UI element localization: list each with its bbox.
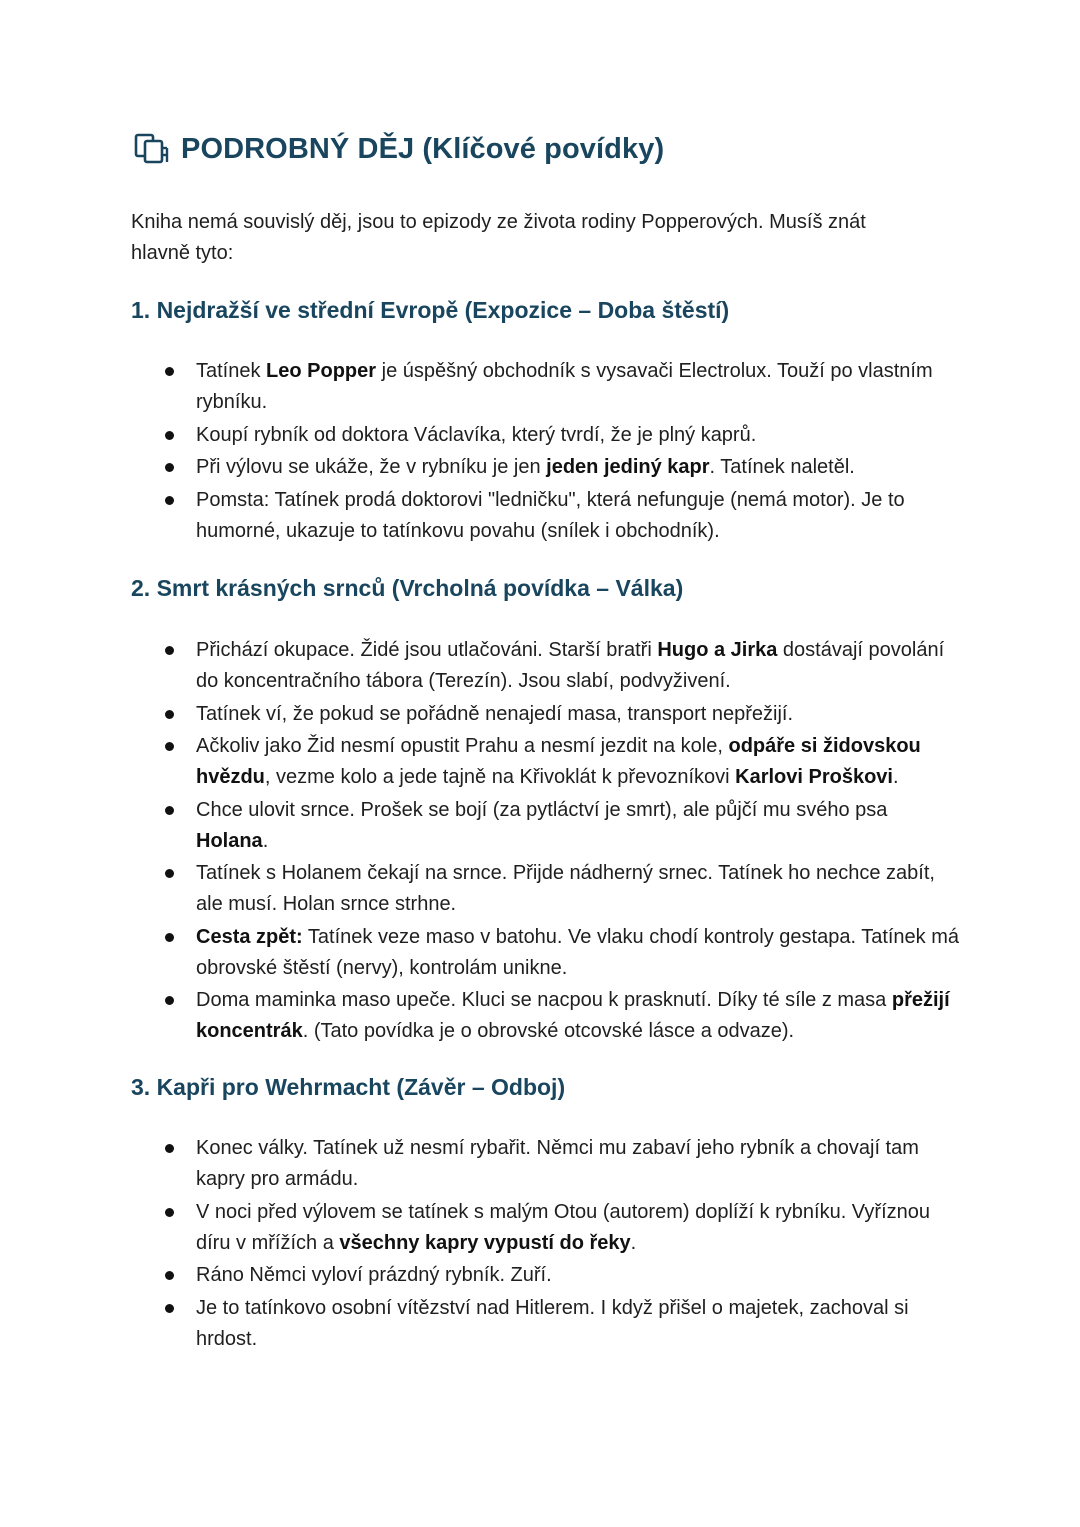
list-item: Ačkoliv jako Žid nesmí opustit Prahu a nesmí jezdit na kole, odpáře si židovskou hvězdu, vezme kolo a jede tajně na Křivoklát k převozníkovi Karlovi Proškovi. bbox=[0, 731, 960, 793]
bullet-dot-icon bbox=[165, 933, 174, 942]
bold-text: jeden jediný kapr bbox=[546, 456, 710, 478]
bold-text: odpáře si židovskou hvězdu bbox=[196, 735, 921, 788]
section-1-list bbox=[0, 356, 960, 548]
page-title-text: PODROBNÝ DĚJ (Klíčové povídky) bbox=[181, 132, 665, 165]
list-item: Koupí rybník od doktora Václavíka, který tvrdí, že je plný kaprů. bbox=[0, 420, 960, 451]
bold-text: Holana bbox=[196, 829, 263, 852]
bullet-dot-icon bbox=[165, 742, 174, 751]
list-item: Tatínek ví, že pokud se pořádně nenajedí masa, transport nepřežijí. bbox=[0, 699, 960, 730]
list-item: Konec války. Tatínek už nesmí rybařit. Němci mu zabaví jeho rybník a chovají tam kapry pro armádu. bbox=[0, 1133, 960, 1195]
bullet-dot-icon bbox=[165, 646, 174, 655]
bullet-dot-icon bbox=[165, 431, 174, 440]
bullet-dot-icon bbox=[165, 1144, 174, 1153]
section-3-list bbox=[0, 1133, 960, 1356]
section-2-list bbox=[0, 635, 960, 1049]
bold-text: Karlovi Proškovi bbox=[735, 766, 893, 788]
bullet-dot-icon bbox=[165, 367, 174, 376]
bullet-dot-icon bbox=[165, 806, 174, 815]
section-heading-1: 1. Nejdražší ve střední Evropě (Expozice – Doba štěstí) bbox=[131, 297, 730, 323]
bold-text: Leo Popper bbox=[266, 360, 377, 382]
list-item: Je to tatínkovo osobní vítězství nad Hitlerem. I když přišel o majetek, zachoval si hrdost. bbox=[0, 1293, 960, 1355]
book-pages-icon bbox=[133, 132, 171, 166]
bullet-dot-icon bbox=[165, 710, 174, 719]
bullet-dot-icon bbox=[165, 1271, 174, 1280]
bold-text: Cesta zpět: bbox=[196, 925, 303, 948]
list-item: Cesta zpět: Tatínek veze maso v batohu. Ve vlaku chodí kontroly gestapa. Tatínek má obrovské štěstí (nervy), kontrolám unikne. bbox=[0, 922, 960, 984]
list-item: V noci před výlovem se tatínek s malým Otou (autorem) doplíží k rybníku. Vyříznou díru v mřížích a všechny kapry vypustí do řeky. bbox=[0, 1197, 960, 1259]
bold-text: Hugo a Jirka bbox=[657, 639, 778, 661]
intro-line: hlavně tyto: bbox=[131, 242, 234, 264]
section-heading-3: 3. Kapři pro Wehrmacht (Závěr – Odboj) bbox=[131, 1074, 566, 1100]
bold-text: všechny kapry vypustí do řeky bbox=[339, 1231, 631, 1254]
list-item: Tatínek s Holanem čekají na srnce. Přijde nádherný srnec. Tatínek ho nechce zabít, ale musí. Holan srnce strhne. bbox=[0, 858, 960, 920]
bullet-dot-icon bbox=[165, 1208, 174, 1217]
section-heading-2: 2. Smrt krásných srnců (Vrcholná povídka – Válka) bbox=[131, 575, 684, 601]
page-title bbox=[133, 132, 664, 166]
bullet-dot-icon bbox=[165, 996, 174, 1005]
list-item: Přichází okupace. Židé jsou utlačováni. Starší bratři Hugo a Jirka dostávají povolání do koncentračního tábora (Terezín). Jsou slabí, podvyživení. bbox=[0, 635, 960, 697]
list-item: Doma maminka maso upeče. Kluci se nacpou k prasknutí. Díky té síle z masa přežijí koncentrák. (Tato povídka je o obrovské otcovské lásce a odvaze). bbox=[0, 985, 960, 1047]
bold-text: přežijí koncentrák bbox=[196, 989, 950, 1042]
intro-line: Kniha nemá souvislý děj, jsou to epizody ze života rodiny Popperových. Musíš znát bbox=[131, 211, 866, 233]
list-item: Při výlovu se ukáže, že v rybníku je jen jeden jediný kapr. Tatínek naletěl. bbox=[0, 452, 960, 483]
bullet-dot-icon bbox=[165, 496, 174, 505]
list-item: Chce ulovit srnce. Prošek se bojí (za pytláctví je smrt), ale půjčí mu svého psa Holana. bbox=[0, 795, 960, 857]
list-item: Ráno Němci vyloví prázdný rybník. Zuří. bbox=[0, 1260, 960, 1291]
bullet-dot-icon bbox=[165, 869, 174, 878]
intro-paragraph bbox=[131, 207, 931, 269]
list-item: Pomsta: Tatínek prodá doktorovi "ledničku", která nefunguje (nemá motor). Je to humorné, ukazuje to tatínkovu povahu (snílek i obchodník). bbox=[0, 485, 960, 547]
list-item: Tatínek Leo Popper je úspěšný obchodník s vysavači Electrolux. Touží po vlastním rybníku. bbox=[0, 356, 960, 418]
bullet-dot-icon bbox=[165, 1304, 174, 1313]
bullet-dot-icon bbox=[165, 463, 174, 472]
